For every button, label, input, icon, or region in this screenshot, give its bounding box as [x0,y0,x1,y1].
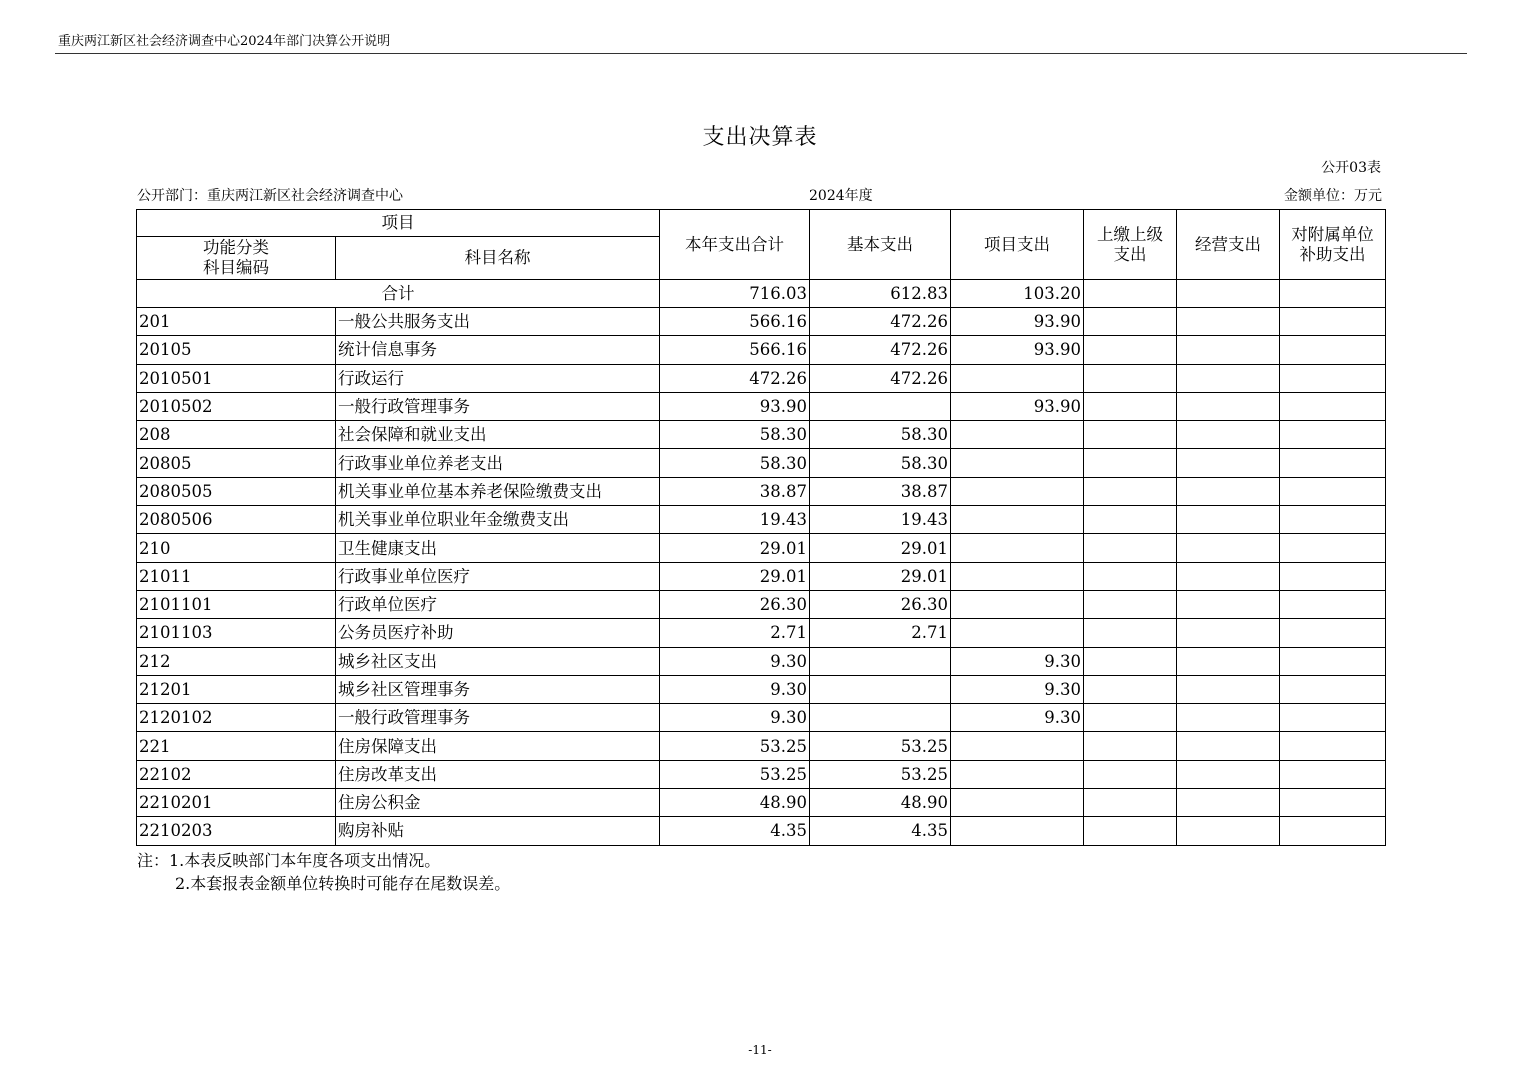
subject-name-cell: 一般公共服务支出 [336,308,660,336]
code-cell: 212 [137,647,336,675]
subsidy-cell [1280,364,1386,392]
upper-cell [1084,732,1177,760]
basic-cell: 58.30 [810,421,951,449]
basic-cell: 29.01 [810,562,951,590]
basic-cell: 38.87 [810,477,951,505]
table-row [137,336,1386,364]
project-cell [951,421,1084,449]
running-header: 重庆两江新区社会经济调查中心2024年部门决算公开说明 [58,34,391,49]
upper-cell [1084,421,1177,449]
business-cell [1177,817,1280,845]
business-cell [1177,732,1280,760]
subject-name-cell: 行政单位医疗 [336,590,660,618]
code-cell: 2120102 [137,704,336,732]
project-cell [951,477,1084,505]
subject-name-cell: 一般行政管理事务 [336,704,660,732]
project-cell [951,732,1084,760]
upper-cell [1084,619,1177,647]
table-row [137,392,1386,420]
table-row [137,308,1386,336]
subsidy-cell [1280,449,1386,477]
subsidy-cell [1280,421,1386,449]
subject-name-cell: 机关事业单位基本养老保险缴费支出 [336,477,660,505]
total-cell: 19.43 [660,506,810,534]
basic-cell: 612.83 [810,280,951,308]
code-cell: 2010501 [137,364,336,392]
upper-cell [1084,449,1177,477]
department-label: 公开部门：重庆两江新区社会经济调查中心 [137,188,403,204]
code-cell: 2210203 [137,817,336,845]
business-cell [1177,590,1280,618]
subject-name-cell: 一般行政管理事务 [336,392,660,420]
subsidy-cell [1280,336,1386,364]
upper-cell [1084,506,1177,534]
subject-name-cell: 机关事业单位职业年金缴费支出 [336,506,660,534]
upper-cell [1084,308,1177,336]
business-cell [1177,364,1280,392]
business-cell [1177,789,1280,817]
basic-cell: 53.25 [810,760,951,788]
business-cell [1177,308,1280,336]
code-cell: 208 [137,421,336,449]
subsidy-cell [1280,732,1386,760]
unit-label: 金额单位：万元 [1284,188,1382,204]
table-row [137,760,1386,788]
subject-name-cell: 社会保障和就业支出 [336,421,660,449]
code-cell: 2080506 [137,506,336,534]
code-cell: 21011 [137,562,336,590]
table-row [137,619,1386,647]
business-cell [1177,477,1280,505]
upper-cell [1084,760,1177,788]
project-cell: 93.90 [951,392,1084,420]
upper-cell [1084,364,1177,392]
project-cell: 9.30 [951,647,1084,675]
basic-cell: 472.26 [810,364,951,392]
notes [137,849,510,895]
expenditure-table [136,209,1386,846]
project-cell [951,562,1084,590]
subsidy-cell [1280,647,1386,675]
basic-cell [810,647,951,675]
table-row [137,647,1386,675]
header-total: 本年支出合计 [660,210,810,280]
total-cell: 4.35 [660,817,810,845]
business-cell [1177,449,1280,477]
basic-cell: 53.25 [810,732,951,760]
project-cell [951,789,1084,817]
total-cell: 566.16 [660,308,810,336]
total-row [137,280,1386,308]
upper-cell [1084,789,1177,817]
total-cell: 29.01 [660,562,810,590]
subject-name-cell: 住房公积金 [336,789,660,817]
header-func-code: 功能分类 科目编码 [137,237,336,280]
project-cell [951,817,1084,845]
business-cell [1177,336,1280,364]
code-cell: 2010502 [137,392,336,420]
header-project-expenditure: 项目支出 [951,210,1084,280]
page-number: -11- [748,1043,772,1057]
code-cell: 201 [137,308,336,336]
subsidy-cell [1280,477,1386,505]
table-row [137,675,1386,703]
table-row [137,364,1386,392]
total-cell: 93.90 [660,392,810,420]
subject-name-cell: 购房补贴 [336,817,660,845]
subsidy-cell [1280,704,1386,732]
subject-name-cell: 行政事业单位医疗 [336,562,660,590]
business-cell [1177,280,1280,308]
subject-name-cell: 城乡社区支出 [336,647,660,675]
subject-name-cell: 住房改革支出 [336,760,660,788]
project-cell: 93.90 [951,336,1084,364]
basic-cell: 29.01 [810,534,951,562]
subject-name-cell: 卫生健康支出 [336,534,660,562]
table-row [137,421,1386,449]
basic-cell: 4.35 [810,817,951,845]
subsidy-cell [1280,675,1386,703]
header-project: 项目 [137,210,660,237]
year-label: 2024年度 [809,188,873,204]
project-cell [951,619,1084,647]
project-cell [951,506,1084,534]
total-label: 合计 [137,280,660,308]
business-cell [1177,421,1280,449]
total-cell: 9.30 [660,675,810,703]
subsidy-cell [1280,619,1386,647]
basic-cell: 472.26 [810,308,951,336]
basic-cell [810,704,951,732]
basic-cell: 48.90 [810,789,951,817]
note-2: 2.本套报表金额单位转换时可能存在尾数误差。 [175,874,511,893]
business-cell [1177,619,1280,647]
total-cell: 716.03 [660,280,810,308]
note-1: 注：1.本表反映部门本年度各项支出情况。 [137,851,441,870]
header-subject-name: 科目名称 [336,237,660,280]
page-title: 支出决算表 [702,125,818,150]
business-cell [1177,534,1280,562]
table-row [137,732,1386,760]
header-subsidy: 对附属单位 补助支出 [1280,210,1386,280]
subsidy-cell [1280,280,1386,308]
business-cell [1177,647,1280,675]
total-cell: 53.25 [660,760,810,788]
basic-cell: 472.26 [810,336,951,364]
header-upper: 上缴上级 支出 [1084,210,1177,280]
table-row [137,534,1386,562]
subject-name-cell: 行政运行 [336,364,660,392]
table-row [137,477,1386,505]
subject-name-cell: 住房保障支出 [336,732,660,760]
code-cell: 2080505 [137,477,336,505]
project-cell [951,590,1084,618]
business-cell [1177,562,1280,590]
table-row [137,506,1386,534]
subject-name-cell: 行政事业单位养老支出 [336,449,660,477]
upper-cell [1084,647,1177,675]
business-cell [1177,704,1280,732]
code-cell: 20105 [137,336,336,364]
total-cell: 53.25 [660,732,810,760]
project-cell [951,534,1084,562]
subsidy-cell [1280,534,1386,562]
project-cell [951,364,1084,392]
subject-name-cell: 公务员医疗补助 [336,619,660,647]
total-cell: 26.30 [660,590,810,618]
basic-cell: 58.30 [810,449,951,477]
subject-name-cell: 统计信息事务 [336,336,660,364]
code-cell: 210 [137,534,336,562]
header-basic: 基本支出 [810,210,951,280]
subsidy-cell [1280,392,1386,420]
total-cell: 2.71 [660,619,810,647]
basic-cell: 19.43 [810,506,951,534]
basic-cell [810,675,951,703]
table-code: 公开03表 [1321,160,1381,176]
basic-cell [810,392,951,420]
upper-cell [1084,336,1177,364]
project-cell: 103.20 [951,280,1084,308]
table-row [137,562,1386,590]
upper-cell [1084,704,1177,732]
code-cell: 221 [137,732,336,760]
upper-cell [1084,392,1177,420]
total-cell: 38.87 [660,477,810,505]
total-cell: 48.90 [660,789,810,817]
business-cell [1177,506,1280,534]
subsidy-cell [1280,308,1386,336]
upper-cell [1084,675,1177,703]
project-cell [951,760,1084,788]
table-row [137,590,1386,618]
header-rule [55,53,1467,54]
upper-cell [1084,590,1177,618]
table-row [137,704,1386,732]
upper-cell [1084,280,1177,308]
meta-row [137,185,1382,205]
total-cell: 29.01 [660,534,810,562]
business-cell [1177,760,1280,788]
code-cell: 2101103 [137,619,336,647]
total-cell: 9.30 [660,647,810,675]
upper-cell [1084,817,1177,845]
subsidy-cell [1280,506,1386,534]
code-cell: 2101101 [137,590,336,618]
basic-cell: 26.30 [810,590,951,618]
project-cell: 93.90 [951,308,1084,336]
subject-name-cell: 城乡社区管理事务 [336,675,660,703]
total-cell: 9.30 [660,704,810,732]
upper-cell [1084,477,1177,505]
subsidy-cell [1280,590,1386,618]
total-cell: 566.16 [660,336,810,364]
total-cell: 472.26 [660,364,810,392]
subsidy-cell [1280,789,1386,817]
project-cell: 9.30 [951,675,1084,703]
code-cell: 21201 [137,675,336,703]
total-cell: 58.30 [660,449,810,477]
business-cell [1177,675,1280,703]
basic-cell: 2.71 [810,619,951,647]
total-cell: 58.30 [660,421,810,449]
business-cell [1177,392,1280,420]
table-row [137,789,1386,817]
subsidy-cell [1280,562,1386,590]
subsidy-cell [1280,817,1386,845]
table-row [137,449,1386,477]
code-cell: 20805 [137,449,336,477]
project-cell [951,449,1084,477]
upper-cell [1084,562,1177,590]
code-cell: 2210201 [137,789,336,817]
header-business: 经营支出 [1177,210,1280,280]
table-row [137,817,1386,845]
subsidy-cell [1280,760,1386,788]
upper-cell [1084,534,1177,562]
project-cell: 9.30 [951,704,1084,732]
code-cell: 22102 [137,760,336,788]
